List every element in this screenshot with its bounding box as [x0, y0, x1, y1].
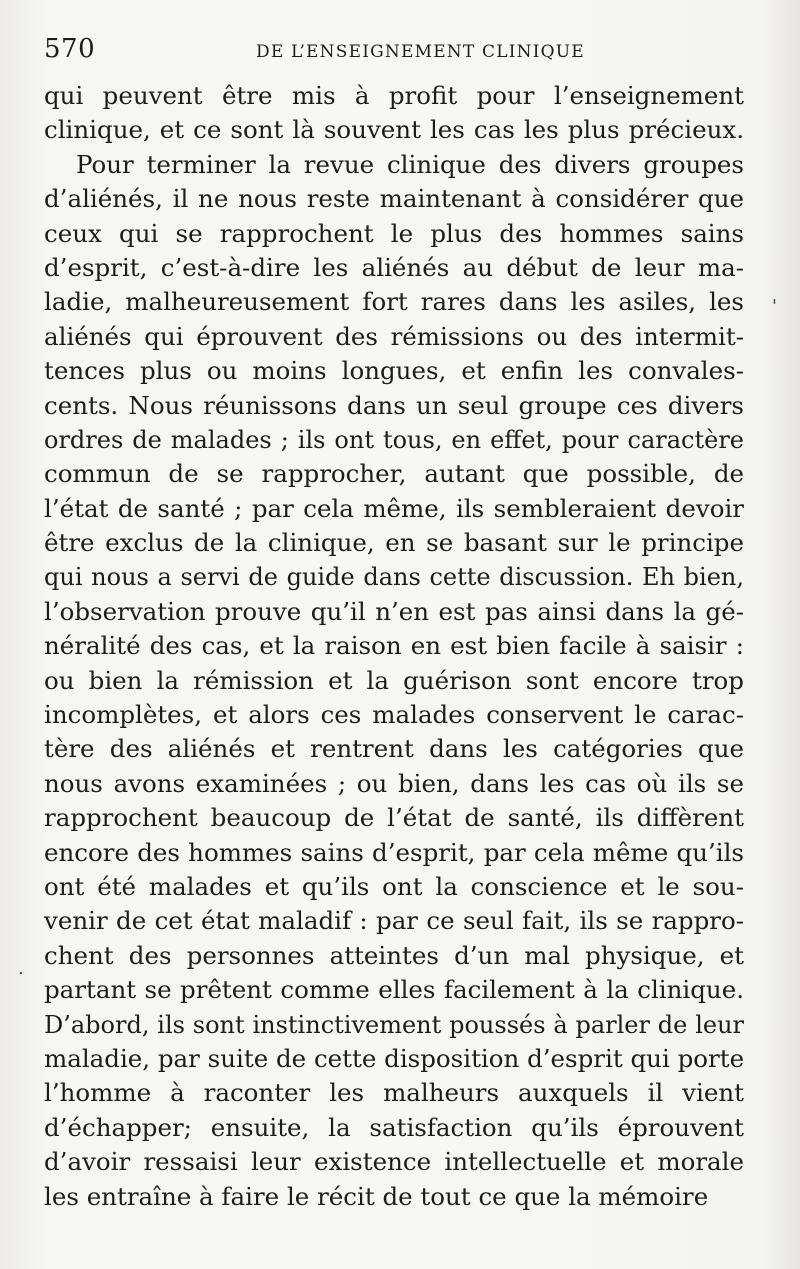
text-line: être exclus de la clinique, en se basant sur le principe [44, 528, 744, 558]
text-line: chent des personnes atteintes d’un mal physique, et [44, 940, 744, 970]
text-line: venir de cet état maladif : par ce seul fait, ils se rappro- [44, 906, 744, 936]
text-line: cents. Nous réunissons dans un seul groupe ces divers [44, 390, 744, 420]
text-line: ou bien la rémission et la guérison sont encore trop [44, 665, 744, 695]
text-line: l’état de santé ; par cela même, ils sembleraient devoir [44, 493, 744, 523]
text-line: qui nous a servi de guide dans cette discussion. Eh bien, [44, 563, 744, 592]
text-line: d’aliénés, il ne nous reste maintenant à considérer que [44, 184, 744, 214]
body-text [44, 79, 744, 1214]
text-line: d’esprit, c’est-à-dire les aliénés au début de leur ma- [44, 252, 744, 282]
text-line: ordres de malades ; ils ont tous, en effet, pour caractère [44, 425, 744, 454]
text-line: tère des aliénés et rentrent dans les catégories que [44, 734, 744, 764]
text-line: ladie, malheureusement fort rares dans les asiles, les [44, 287, 744, 317]
text-line: incomplètes, et alors ces malades conservent le carac- [44, 700, 744, 730]
text-line: clinique, et ce sont là souvent les cas les plus précieux. [44, 115, 744, 145]
running-title: DE L’ENSEIGNEMENT CLINIQUE [256, 42, 585, 62]
text-line: ceux qui se rapprochent le plus des hommes sains [44, 218, 744, 248]
text-line: qui peuvent être mis à profit pour l’enseignement [44, 81, 744, 110]
text-line: D’abord, ils sont instinctivement poussés à parler de leur [44, 1010, 744, 1039]
page-number: 570 [44, 34, 96, 64]
text-line: ont été malades et qu’ils ont la conscience et le sou- [44, 871, 744, 901]
text-line: rapprochent beaucoup de l’état de santé, ils diffèrent [44, 803, 744, 833]
ink-speck-mark: ' [772, 296, 777, 317]
text-line: commun de se rapprocher, autant que possible, de [44, 459, 744, 489]
text-line: aliénés qui éprouvent des rémissions ou des intermit- [44, 321, 744, 351]
text-line: néralité des cas, et la raison en est bien facile à saisir : [44, 631, 744, 661]
text-line: encore des hommes sains d’esprit, par cela même qu’ils [44, 837, 744, 867]
text-line: d’avoir ressaisi leur existence intellectuelle et morale [44, 1147, 744, 1177]
text-line: l’homme à raconter les malheurs auxquels il vient [44, 1078, 744, 1108]
text-line: les entraîne à faire le récit de tout ce que la mémoire [44, 1181, 709, 1211]
text-line: Pour terminer la revue clinique des divers groupes [76, 149, 744, 179]
page-header [44, 34, 744, 70]
text-line: l’observation prouve qu’il n’en est pas ainsi dans la gé- [44, 596, 744, 626]
text-line: maladie, par suite de cette disposition d’esprit qui porte [44, 1043, 745, 1073]
text-line: tences plus ou moins longues, et enfin les convales- [44, 356, 744, 386]
text-line: nous avons examinées ; ou bien, dans les cas où ils se [44, 768, 744, 798]
ink-speck-mark: . [18, 958, 24, 979]
text-line: partant se prêtent comme elles facilement à la clinique. [44, 975, 744, 1005]
text-line: d’échapper; ensuite, la satisfaction qu’ils éprouvent [44, 1112, 744, 1142]
